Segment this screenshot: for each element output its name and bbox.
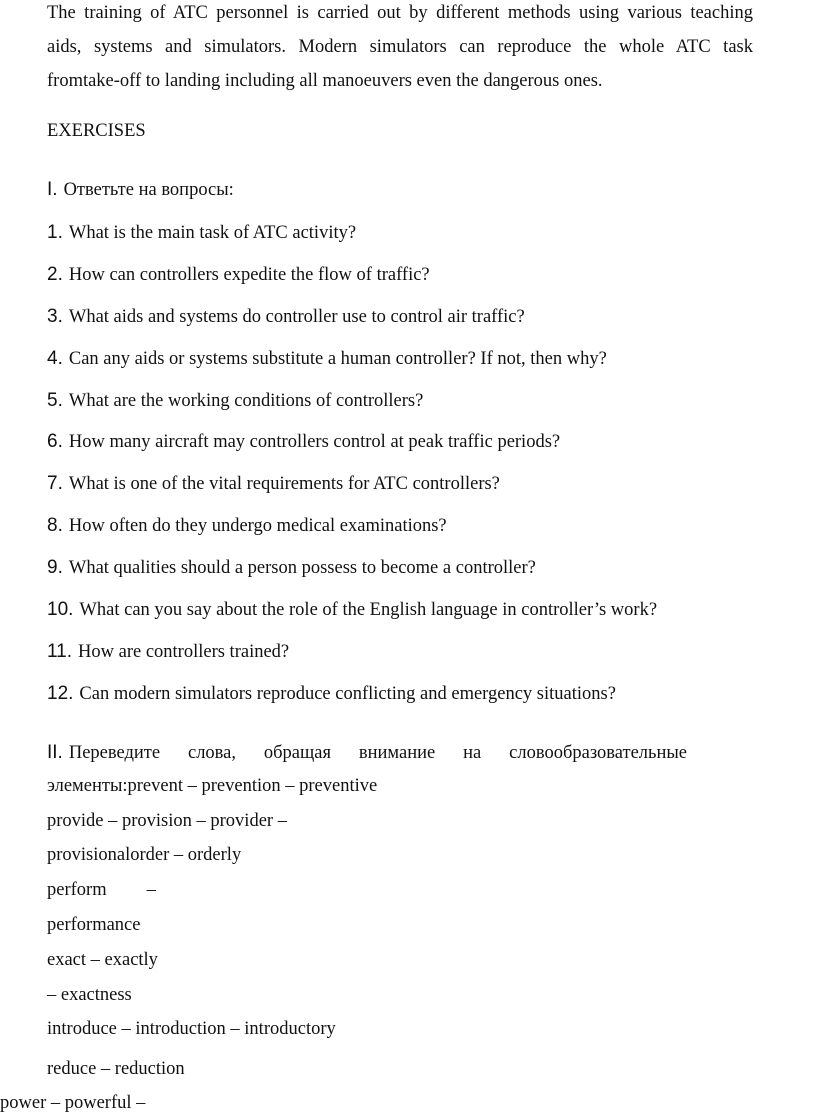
question-item: [47, 684, 616, 704]
word-perform-dash: –: [146, 880, 156, 900]
intro-line-2: aids, systems and simulators. Modern simulators can reproduce the whole ATC task: [47, 37, 753, 57]
question-number: 7.: [47, 473, 63, 494]
question-text: Can any aids or systems substitute a human controller? If not, then why?: [68, 349, 607, 369]
word-group-exact: exact – exactly: [47, 950, 158, 970]
question-item: [47, 349, 607, 369]
word-group-exactness: – exactness: [47, 985, 132, 1005]
question-item: [47, 642, 289, 662]
intro-line-1: The training of ATC personnel is carried out by different methods using various teaching: [47, 3, 753, 23]
question-text: What can you say about the role of the English language in controller’s work?: [79, 600, 658, 620]
question-item: [47, 223, 356, 243]
question-item: [47, 474, 500, 494]
question-number: 3.: [47, 306, 63, 327]
question-text: Can modern simulators reproduce conflicting and emergency situations?: [79, 684, 616, 704]
word-group-perform: [47, 881, 156, 900]
word-group-reduce: reduce – reduction: [47, 1059, 185, 1079]
question-item: [47, 600, 657, 620]
question-item: [47, 265, 430, 285]
question-number: 1.: [47, 222, 63, 243]
question-text: How many aircraft may controllers control at peak traffic periods?: [68, 432, 561, 452]
question-number: 10.: [47, 599, 74, 620]
question-number: 2.: [47, 264, 63, 285]
intro-line-3: fromtake-off to landing including all manoeuvers even the dangerous ones.: [47, 71, 603, 91]
question-item: [47, 558, 536, 578]
question-item: [47, 516, 447, 536]
question-text: What aids and systems do controller use to control air traffic?: [68, 307, 525, 327]
question-number: 12.: [47, 683, 74, 704]
word-group-performance: performance: [47, 915, 141, 935]
question-text: How often do they undergo medical examinations?: [68, 516, 447, 536]
section-2-numeral: II.: [47, 742, 63, 763]
section-1-heading: [47, 180, 234, 200]
question-item: [47, 307, 525, 327]
section-2-title: Переведите слова, обращая внимание на словообразовательные: [68, 743, 687, 763]
question-text: How are controllers trained?: [78, 642, 290, 662]
section-2-heading: [47, 743, 687, 763]
section-2-title-continued: элементы:prevent – prevention – preventive: [47, 776, 378, 796]
question-item: [47, 432, 560, 452]
question-number: 8.: [47, 515, 63, 536]
question-item: [47, 391, 423, 411]
question-number: 5.: [47, 390, 63, 411]
question-text: What is one of the vital requirements for ATC controllers?: [68, 474, 500, 494]
word-group-power: power – powerful –: [0, 1093, 146, 1113]
word-group-provisional: provisionalorder – orderly: [47, 845, 242, 865]
question-number: 6.: [47, 431, 63, 452]
question-text: What are the working conditions of controllers?: [68, 391, 424, 411]
word-perform: perform: [47, 880, 107, 900]
question-number: 9.: [47, 557, 63, 578]
word-group-introduce: introduce – introduction – introductory: [47, 1019, 336, 1039]
word-group-provide: provide – provision – provider –: [47, 811, 287, 831]
exercises-heading: EXERCISES: [47, 121, 146, 141]
question-number: 11.: [47, 641, 73, 662]
question-text: What qualities should a person possess to become a controller?: [68, 558, 536, 578]
question-text: How can controllers expedite the flow of traffic?: [68, 265, 430, 285]
section-1-title: Ответьте на вопросы:: [63, 180, 234, 200]
question-text: What is the main task of ATC activity?: [68, 223, 357, 243]
section-1-numeral: I.: [47, 179, 58, 200]
question-number: 4.: [47, 348, 63, 369]
